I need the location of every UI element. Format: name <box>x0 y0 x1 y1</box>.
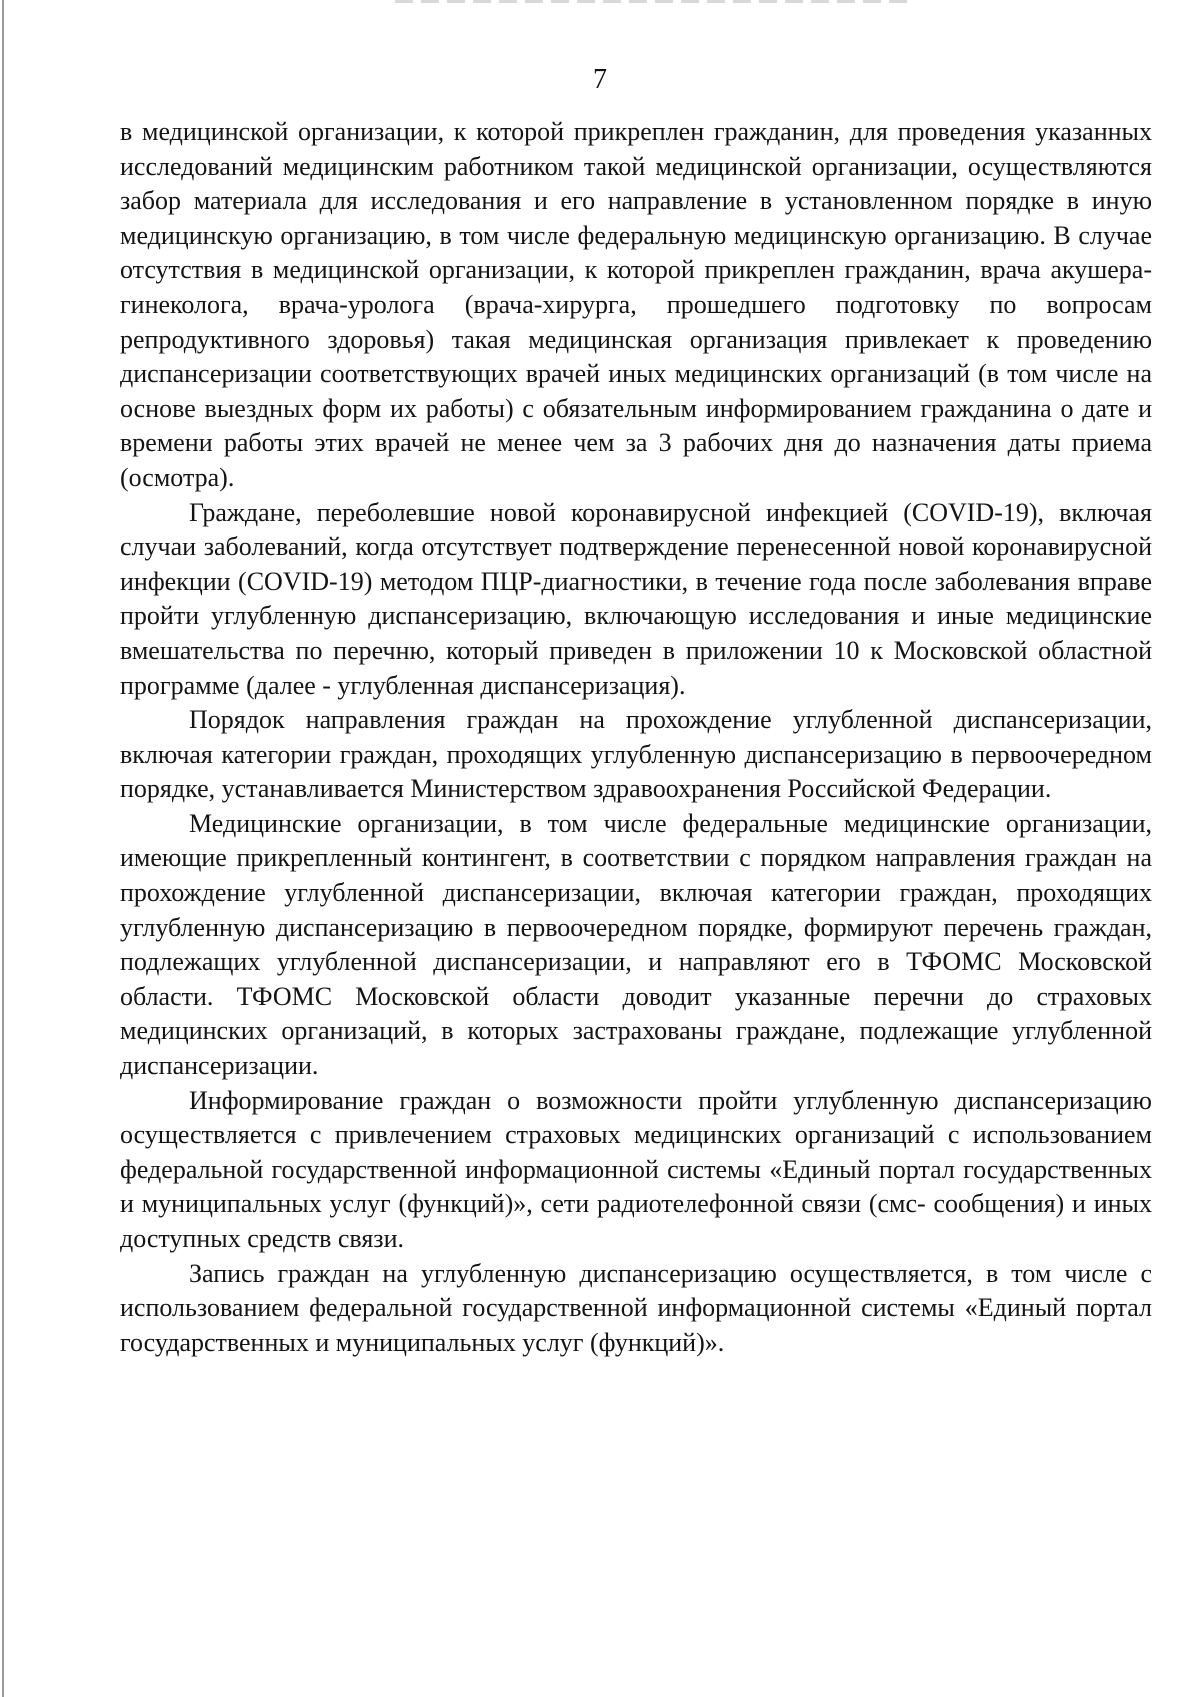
scan-top-artifact <box>395 0 915 3</box>
paragraph-informing: Информирование граждан о возможности пройти углубленную диспансеризацию осуществляется с привлечением страховых медицинских организаций с использованием федеральной государственной информационной системы «Единый портал государственных и муниципальных услуг (функций)», сети радиотелефонной связи (смс- сообщения) и иных доступных средств связи. <box>120 1085 1152 1253</box>
paragraph-referral-procedure: Порядок направления граждан на прохождение углубленной диспансеризации, включая категории граждан, проходящих углубленную диспансеризацию в первоочередном порядке, устанавливается Министерством здравоохранения Российской Федерации. <box>120 705 1152 804</box>
paragraph-medical-organizations: Медицинские организации, в том числе федеральные медицинские организации, имеющие прикрепленный контингент, в соответствии с порядком направления граждан на прохождение углубленной диспансеризации, включая категории граждан, проходящих углубленную диспансеризацию в первоочередном порядке, формируют перечень граждан, подлежащих углубленной диспансеризации, и направляют его в ТФОМС Московской области. ТФОМС Московской области доводит указанные перечни до страховых медицинских организаций, в которых застрахованы граждане, подлежащие углубленной диспансеризации. <box>120 808 1152 1081</box>
document-body <box>120 115 1152 1360</box>
paragraph-registration: Запись граждан на углубленную диспансеризацию осуществляется, в том числе с использованием федеральной государственной информационной системы «Единый портал государственных и муниципальных услуг (функций)». <box>120 1258 1152 1357</box>
scan-left-edge <box>2 0 4 1697</box>
paragraph-covid-dispensarization: Граждане, переболевшие новой коронавирусной инфекцией (COVID-19), включая случаи заболеваний, когда отсутствует подтверждение перенесенной новой коронавирусной инфекции (COVID-19) методом ПЦР-диагностики, в течение года после заболевания вправе пройти углубленную диспансеризацию, включающую исследования и иные медицинские вмешательства по перечню, который приведен в приложении 10 к Московской областной программе (далее - углубленная диспансеризация). <box>120 497 1152 700</box>
page-number: 7 <box>593 64 607 95</box>
paragraph-continuation: в медицинской организации, к которой прикреплен гражданин, для проведения указанных исследований медицинским работником такой медицинской организации, осуществляются забор материала для исследования и его направление в установленном порядке в иную медицинскую организацию, в том числе федеральную медицинскую организацию. В случае отсутствия в медицинской организации, к которой прикреплен гражданин, врача акушера-гинеколога, врача-уролога (врача-хирурга, прошедшего подготовку по вопросам репродуктивного здоровья) такая медицинская организация привлекает к проведению диспансеризации соответствующих врачей иных медицинских организаций (в том числе на основе выездных форм их работы) с обязательным информированием гражданина о дате и времени работы этих врачей не менее чем за 3 рабочих дня до назначения даты приема (осмотра). <box>120 117 1152 492</box>
